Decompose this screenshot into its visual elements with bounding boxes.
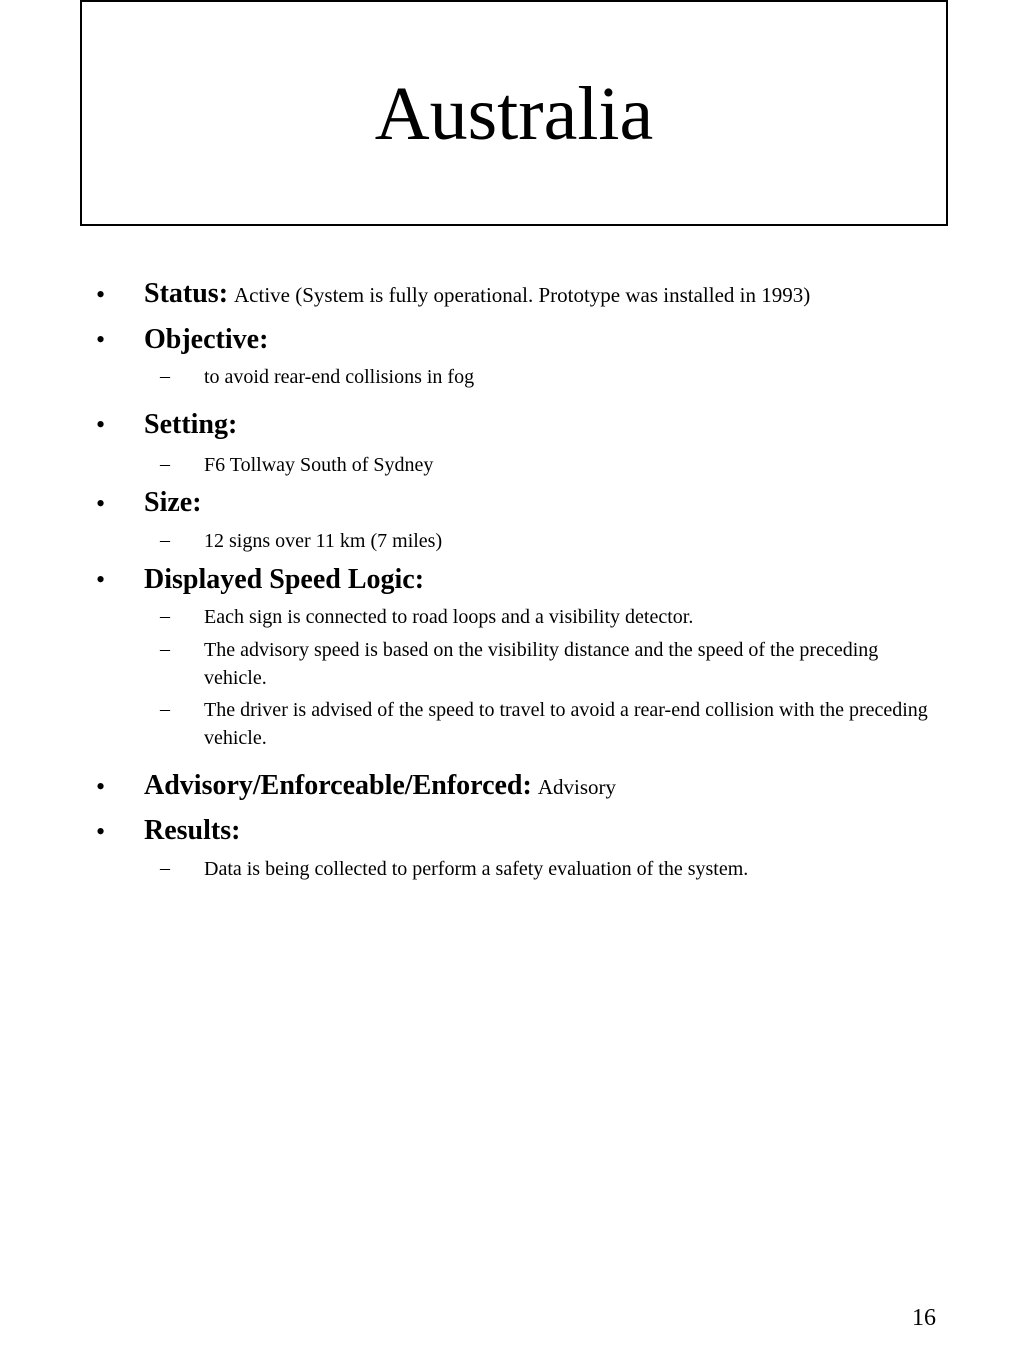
dash-marker: – bbox=[160, 529, 170, 551]
logic-item: Each sign is connected to road loops and a visibility detector. bbox=[204, 606, 694, 628]
objective-item: to avoid rear-end collisions in fog bbox=[204, 366, 475, 388]
setting-label: Setting: bbox=[144, 409, 238, 440]
slide-title: Australia bbox=[374, 72, 654, 156]
results-item: Data is being collected to perform a safety evaluation of the system. bbox=[204, 858, 749, 880]
dash-marker: – bbox=[160, 638, 170, 660]
title-box bbox=[80, 0, 948, 226]
dash-marker: – bbox=[160, 857, 170, 879]
setting-item: F6 Tollway South of Sydney bbox=[204, 454, 434, 476]
advisory-value: Advisory bbox=[537, 775, 617, 799]
objective-label: Objective: bbox=[144, 324, 269, 355]
results-label: Results: bbox=[144, 815, 241, 846]
dash-marker: – bbox=[160, 365, 170, 387]
size-item: 12 signs over 11 km (7 miles) bbox=[204, 530, 443, 552]
dash-marker: – bbox=[160, 605, 170, 627]
status-value: Active (System is fully operational. Prototype was installed in 1993) bbox=[234, 283, 811, 307]
bullet-marker: • bbox=[96, 565, 106, 594]
status-label: Status: bbox=[144, 278, 229, 309]
bullet-marker: • bbox=[96, 489, 106, 518]
advisory-item bbox=[144, 770, 616, 802]
bullet-marker: • bbox=[96, 817, 106, 846]
logic-label: Displayed Speed Logic: bbox=[144, 564, 425, 595]
bullet-marker: • bbox=[96, 280, 106, 309]
logic-item: The advisory speed is based on the visibility distance and the speed of the preceding vehicle. bbox=[204, 639, 879, 689]
advisory-label: Advisory/Enforceable/Enforced: bbox=[144, 770, 532, 801]
dash-marker: – bbox=[160, 453, 170, 475]
bullet-marker: • bbox=[96, 410, 106, 439]
bullet-marker: • bbox=[96, 325, 106, 354]
bullet-marker: • bbox=[96, 772, 106, 801]
dash-marker: – bbox=[160, 698, 170, 720]
logic-item: The driver is advised of the speed to travel to avoid a rear-end collision with the preceding vehicle. bbox=[204, 699, 928, 749]
size-label: Size: bbox=[144, 487, 202, 518]
status-item bbox=[144, 278, 810, 310]
page-number: 16 bbox=[912, 1305, 936, 1331]
